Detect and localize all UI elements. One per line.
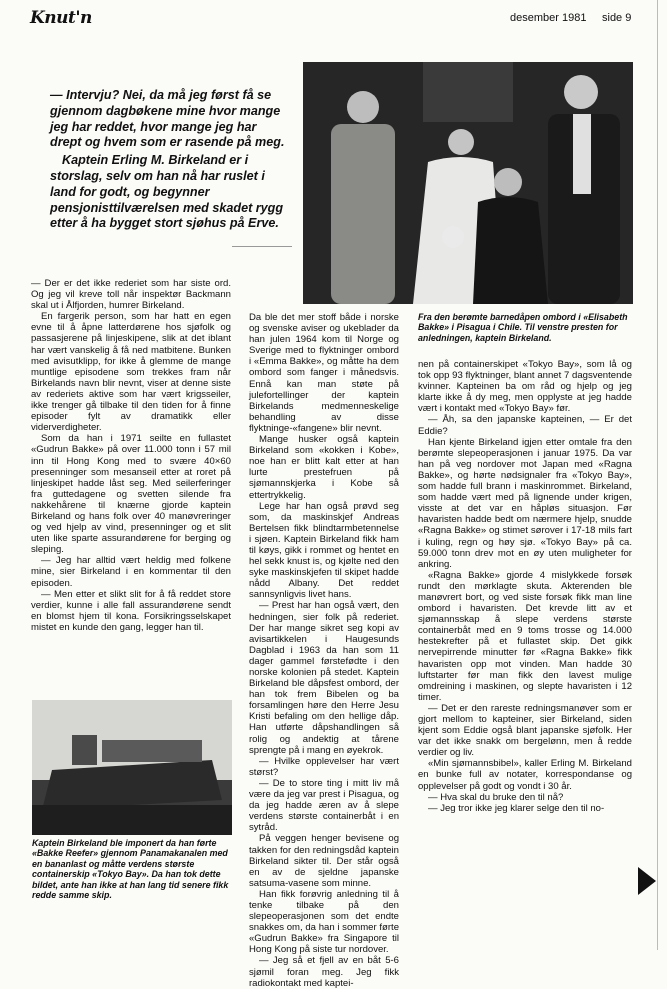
divider-line — [232, 246, 292, 247]
container-ship-caption: Kaptein Birkeland ble imponert da han førte «Bakke Reefer» gjennom Panamakanalen med en bananlast og måtte verdens største containerskip «Tokyo Bay». Da han tok dette bildet, ante han ikke at han lang tid senere fikk redde samme skip. — [32, 838, 229, 901]
paragraph: Han kjente Birkeland igjen etter omtale fra den berømte slepeoperasjonen i januar 1975. Da var han på veg nordover mot Japan med «Ragna Bakke», og hørte nødsignaler fra «Tokyo Bay», som hadde full brann i maskinrommet. Birkeland, som hadde vært med på lignende under krigen, visste at det var en håpløs situasjon. Før havaristen hadde bedt om nærmere hjelp, snudde «Ragna Bakke» og stimet sørover i 17-18 mils fart i kuling, regn og høy sjø. «Tokyo Bay» på ca. 59.000 tonn drev mot en øy uten muligheter for ankring. — [418, 436, 632, 570]
intro-paragraph: Kaptein Erling M. Birkeland er i storslag, selv om han nå har ruslet i land for godt, og begynner pensjonisttilværelsen med skadet rygg etter å ha bygget stort sjøhus på Erve. — [50, 153, 284, 231]
paragraph: — Åh, sa den japanske kapteinen, — Er det Eddie? — [418, 414, 632, 437]
magazine-logo: Knut'n — [30, 8, 92, 28]
paragraph: — Hvilke opplevelser har vært størst? — [249, 755, 399, 778]
article-column-1 — [31, 278, 231, 633]
paragraph: En fargerik person, som har hatt en egen evne til å åpne latterdørene hos sjøfolk og passasjerene på linjeskipene, slik at det iblant har vært vanskelig å få ned matbitene. Bunken med avisutklipp, for ikke å glemme de mange muntlige episodene som trekkes fram når Birkelands navn blir nevnt, viser at denne siste av rederiets aktive som har vært krigsseiler, ikke trenger gå tilbake til den tiden for å finne episoder fylt av dramatikk eller viderverdigheter. — [31, 311, 231, 434]
article-column-3 — [418, 359, 632, 814]
article-column-2 — [249, 312, 399, 989]
paragraph: — Jeg tror ikke jeg klarer selge den til no- — [428, 802, 605, 814]
container-ship-illustration — [32, 700, 232, 835]
page-number: side 9 — [602, 12, 632, 24]
paragraph: — Jeg har alltid vært heldig med folkene mine, sier Birkeland i en kommentar til den episoden. — [31, 555, 231, 589]
paragraph: — Der er det ikke rederiet som har siste ord. Og jeg vil kreve toll når inspektør Backmann skal ut i Ålfjorden, humrer Birkeland. — [31, 278, 231, 312]
paragraph: «Min sjømannsbibel», kaller Erling M. Birkeland en bunke full av notater, korrespondanse og opplevelser på godt og vondt i 30 år. — [418, 758, 632, 792]
paragraph: Han fikk forøvrig anledning til å tenke tilbake på den slepeoperasjonen som det endte snakkes om, da han i sommer førte «Gudrun Bakke» fra Singapore til Hong Kong på siste tur nordover. — [249, 888, 399, 956]
baptism-photo-caption: Fra den berømte barnedåpen ombord i «Elisabeth Bakke» i Pisagua i Chile. Til venstre presten for anledningen, kaptein Birkeland. — [418, 312, 628, 343]
continue-arrow-icon — [638, 867, 656, 895]
intro-paragraph: — Intervju? Nei, da må jeg først få se gjennom dagbøkene mine hvor mange jeg har reddet, hvor mange jeg har drept og hvem som er rasende på meg. — [50, 88, 285, 150]
page-edge-rule — [657, 0, 658, 950]
paragraph: — Prest har han også vært, den hedningen, sier folk på rederiet. Der har mange sikret seg kopi av avisartikkelen i Haugesunds Dagblad i 1963 da han som 11 dager gammel førstefødte i den norske kolonien på stedet. Kaptein Birkeland ble dåpsfest ombord, der han tok frem Bibelen og ba forsamlingen høre den Herre Jesu Kristi befaling om den hellige dåp. Han utførte dåpshandlingen så rolig og andektig at tårene sprengte på i mang en øyekrok. — [249, 600, 399, 756]
paragraph: Lege har han også prøvd seg som, da maskinskjef Andreas Bertelsen fikk blindtarmbetennelse i sjøen. Kaptein Birkeland fikk ham til køys, gikk i rommet og hentet en hel sekk knust is, og kjølte ned den syke maskinskjefen til skipet hadde nådd Albany. Det reddet sannsynligvis livet hans. — [249, 500, 399, 601]
intro-quote — [50, 88, 290, 234]
paragraph: Da ble det mer stoff både i norske og svenske aviser og ukeblader da han julen 1964 kom til Norge og Sverige med to flyktninger ombord i «Emma Bakke», og måtte ha dem ombord som fanger i månedsvis. Ennå kan man støte på julefortellinger der kaptein Birkelands medmenneskelige behandling av disse flyktninge-«fangene» blir nevnt. — [249, 312, 399, 434]
paragraph: Mange husker også kaptein Birkeland som «kokken i Kobe», noe han er blitt kalt etter at han lurte prestefruen på sjømannskjerka i Kobe så ettertrykkelig. — [249, 434, 399, 501]
paragraph: Som da han i 1971 seilte en fullastet «Gudrun Bakke» på over 11.000 tonn i 57 mil inn til Hong Kong med to svære 40×60 presenninger som mesanseil etter at roret på linjeskipet hadde låst seg. Med seilerferinger fra guttedagene og svetten silende fra nakkehårene til knærne gjorde kaptein Birkeland og hans folk over 40 manøvreringer og ved hjelp av vind, presenninger og et slit uten like sparte assurandørene for berging og sleping. — [31, 433, 231, 556]
paragraph: — Jeg så et fjell av en båt 5-6 sjømil foran meg. Jeg fikk radiokontakt med kaptei- — [249, 955, 399, 989]
paragraph: — Det er den rareste redningsmanøver som er gjort mellom to kapteiner, sier Birkeland, siden kjent som Eddie også blant japanske sjøfolk. Her var det ikke snakk om bergelønn, men å redde verdier og liv. — [418, 702, 632, 759]
paragraph: — De to store ting i mitt liv må være da jeg var prest i Pisagua, og da jeg hadde æren av å slepe verdens største containerbåt i en sytråd. — [249, 777, 399, 834]
paragraph: — Hva skal du bruke den til nå? — [428, 791, 564, 803]
paragraph: På veggen henger bevisene og takken for den redningsdåd kaptein Birkeland sikter til. Der står også en av de sjeldne japanske satsuma-vasene som minne. — [249, 833, 399, 889]
paragraph: nen på containerskipet «Tokyo Bay», som lå og tok opp 93 flyktninger, blant annet 7 dagsventende kvinner. Kapteinen ba om råd og hjelp og jeg klarte ikke å dy meg, men opplyste at jeg hadde vært i kontakt med «Tokyo Bay» før. — [418, 359, 632, 415]
paragraph: — Men etter et slikt slit for å få reddet store verdier, kunne i alle fall assurandørene sendt en blomst hjem til kona. Forsikringsselskapet mistet en kunde den gang, legger han til. — [31, 588, 231, 633]
baptism-photo-illustration — [303, 62, 633, 304]
issue-date: desember 1981 — [510, 12, 587, 24]
container-ship-photo — [32, 700, 232, 835]
baptism-photo — [303, 62, 633, 304]
paragraph: «Ragna Bakke» gjorde 4 mislykkede forsøk rundt den mørklagte skuta. Akterenden ble manøvrert bort, og ved siste forsøk fikk man line ombord i havaristen. Det krevde litt av et sjømannsskap å slepe verdens største containerbåt med en 9 toms trosse og 14.000 hestekrefter på et fullastet skip. Det gikk nervepirrende minutter før «Ragna Bakke» fikk havaristen opp mot vinden. Man hadde 30 luftstarter før man fikk den lavest mulige omdreining i maskinen, og slepte havaristen i 12 timer. — [418, 569, 632, 703]
